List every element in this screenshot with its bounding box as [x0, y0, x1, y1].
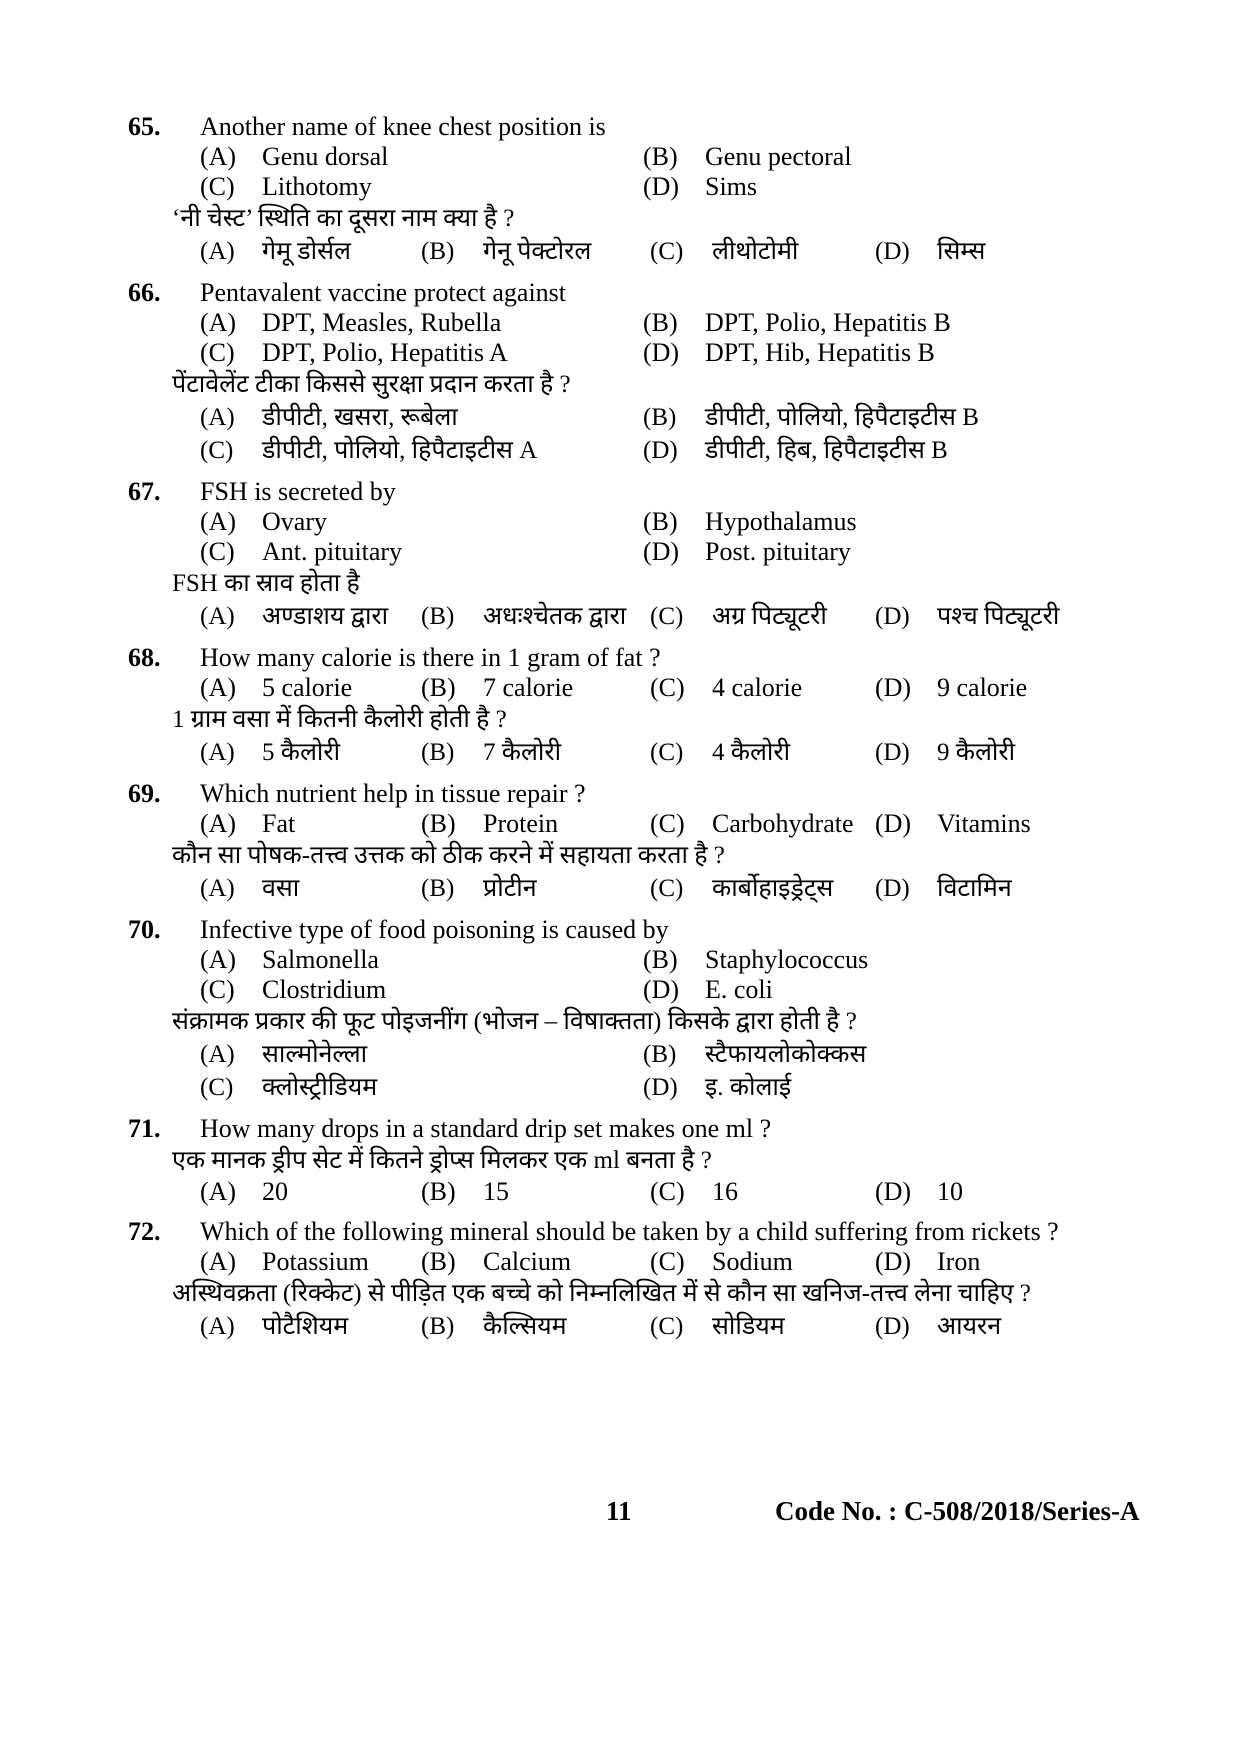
option — [421, 872, 650, 905]
question-text-hi: एक मानक ड्रीप सेट में कितने ड्रोप्स मिलकर एक ml बनता है ? — [172, 1147, 712, 1174]
options-row-hi — [0, 1310, 1241, 1343]
option — [650, 600, 875, 633]
option — [643, 975, 773, 1005]
option — [200, 673, 421, 703]
option-text: Ovary — [262, 507, 327, 536]
question-68 — [0, 643, 1241, 769]
option — [200, 172, 643, 202]
question-number: 70. — [128, 915, 161, 944]
question-line — [0, 779, 1241, 809]
option — [650, 809, 875, 839]
question-number: 66. — [128, 278, 161, 307]
option — [643, 945, 868, 975]
question-number: 65. — [128, 112, 161, 141]
option-label: (B) — [421, 238, 455, 265]
option-label: (A) — [200, 142, 237, 171]
option — [200, 600, 421, 633]
option — [200, 401, 643, 434]
option-text: 5 कैलोरी — [262, 739, 341, 766]
option-text: 5 calorie — [262, 673, 353, 702]
option-text: 20 — [262, 1177, 288, 1206]
option — [200, 945, 643, 975]
option-label: (D) — [643, 338, 680, 367]
question-text-en: Another name of knee chest position is — [200, 112, 606, 141]
question-line — [0, 915, 1241, 945]
option — [421, 600, 650, 633]
question-text-hi: कौन सा पोषक-तत्त्व उत्तक को ठीक करने में सहायता करता है ? — [172, 842, 725, 869]
option — [643, 537, 851, 567]
options-row-en — [0, 975, 1241, 1005]
question-line — [0, 1217, 1241, 1247]
option-text: Fat — [262, 809, 296, 838]
option — [200, 507, 643, 537]
option-label: (D) — [643, 437, 678, 464]
options-row-hi — [0, 872, 1241, 905]
option-label: (D) — [643, 975, 680, 1004]
option-text: साल्मोनेल्ला — [262, 1041, 368, 1068]
option — [650, 736, 875, 769]
question-line — [0, 477, 1241, 507]
question-text-en: Infective type of food poisoning is caused by — [200, 915, 669, 944]
option-label: (C) — [650, 1247, 685, 1276]
option-label: (B) — [421, 673, 456, 702]
option-text: Genu dorsal — [262, 142, 389, 171]
option-text: Staphylococcus — [705, 945, 869, 974]
question-71 — [0, 1114, 1241, 1207]
option — [200, 975, 643, 1005]
option-text: पश्च पिट्यूटरी — [937, 603, 1060, 630]
options-row-hi — [0, 401, 1241, 434]
option — [650, 872, 875, 905]
option-label: (B) — [643, 308, 678, 337]
option-text: Post. pituitary — [705, 537, 851, 566]
option — [421, 809, 650, 839]
question-70 — [0, 915, 1241, 1104]
option-label: (C) — [650, 673, 685, 702]
question-number: 72. — [128, 1217, 161, 1246]
option-text: विटामिन — [937, 875, 1012, 902]
option-label: (C) — [650, 809, 685, 838]
option-label: (A) — [200, 507, 237, 536]
question-text-en: Which of the following mineral should be taken by a child suffering from rickets ? — [200, 1217, 1059, 1246]
option — [421, 673, 650, 703]
option-text: गेमू डोर्सल — [262, 238, 351, 265]
option-text: Salmonella — [262, 945, 379, 974]
options-row-en — [0, 1177, 1241, 1207]
option-label: (B) — [421, 809, 456, 838]
option-label: (A) — [200, 809, 237, 838]
option-text: Calcium — [483, 1247, 572, 1276]
options-row-en — [0, 673, 1241, 703]
option — [643, 172, 757, 202]
option-text: Sims — [705, 172, 758, 201]
question-66 — [0, 278, 1241, 467]
option-label: (C) — [650, 875, 684, 902]
option-label: (C) — [650, 1313, 684, 1340]
question-text-en: How many drops in a standard drip set makes one ml ? — [200, 1114, 772, 1143]
question-65 — [0, 112, 1241, 268]
option-label: (D) — [875, 238, 910, 265]
option-text: 15 — [483, 1177, 509, 1206]
options-row-en — [0, 308, 1241, 338]
option-text: Potassium — [262, 1247, 369, 1276]
option-label: (D) — [875, 673, 912, 702]
option — [643, 1071, 791, 1104]
option — [421, 1177, 650, 1207]
question-67 — [0, 477, 1241, 633]
option-text: वसा — [262, 875, 300, 902]
page-number: 11 — [606, 1496, 632, 1526]
option-text: 4 कैलोरी — [712, 739, 791, 766]
option-text: आयरन — [937, 1313, 1002, 1340]
options-row-en — [0, 809, 1241, 839]
option — [875, 235, 985, 268]
options-row-en — [0, 537, 1241, 567]
option-label: (A) — [200, 739, 235, 766]
option-text: डीपीटी, हिब, हिपैटाइटीस B — [705, 437, 948, 464]
option — [643, 308, 951, 338]
option-text: Clostridium — [262, 975, 387, 1004]
option-label: (B) — [421, 875, 455, 902]
option-label: (C) — [200, 975, 235, 1004]
option-text: Hypothalamus — [705, 507, 857, 536]
option-label: (A) — [200, 875, 235, 902]
option-label: (C) — [200, 172, 235, 201]
question-line — [0, 1114, 1241, 1144]
option — [875, 1247, 980, 1277]
option-text: Sodium — [712, 1247, 793, 1276]
option-label: (A) — [200, 238, 235, 265]
option — [643, 338, 935, 368]
question-number: 71. — [128, 1114, 161, 1143]
option-label: (B) — [421, 1313, 455, 1340]
question-line — [0, 643, 1241, 673]
option-label: (A) — [200, 1313, 235, 1340]
option-text: 9 कैलोरी — [937, 739, 1016, 766]
question-text-hi: संक्रामक प्रकार की फूट पोइजनींग (भोजन – विषाक्तता) किसके द्वारा होती है ? — [172, 1008, 857, 1035]
option-label: (C) — [650, 739, 684, 766]
option-label: (B) — [421, 739, 455, 766]
question-text-hi: FSH का स्राव होता है — [172, 570, 360, 597]
option-label: (C) — [200, 437, 234, 464]
options-row-en — [0, 1247, 1241, 1277]
option — [200, 142, 643, 172]
option — [200, 434, 643, 467]
option-label: (C) — [650, 238, 684, 265]
option-text: DPT, Polio, Hepatitis A — [262, 338, 508, 367]
option — [650, 1177, 875, 1207]
option-text: 9 calorie — [937, 673, 1028, 702]
option-label: (B) — [643, 404, 677, 431]
option-label: (D) — [875, 1247, 912, 1276]
option — [643, 142, 852, 172]
option-label: (A) — [200, 1247, 237, 1276]
option-text: Carbohydrate — [712, 809, 854, 838]
question-72 — [0, 1217, 1241, 1343]
questions-area — [0, 112, 1241, 1353]
question-number: 69. — [128, 779, 161, 808]
options-row-en — [0, 945, 1241, 975]
question-text-en: FSH is secreted by — [200, 477, 396, 506]
option-text: स्टैफायलोकोक्कस — [705, 1041, 867, 1068]
options-row-en — [0, 172, 1241, 202]
option-label: (A) — [200, 1041, 235, 1068]
option-text: DPT, Measles, Rubella — [262, 308, 502, 337]
option — [421, 235, 650, 268]
options-row-en — [0, 338, 1241, 368]
option-label: (B) — [421, 1247, 456, 1276]
question-line — [0, 278, 1241, 308]
option-label: (D) — [875, 809, 912, 838]
option-text: 16 — [712, 1177, 738, 1206]
option-text: 4 calorie — [712, 673, 803, 702]
option-label: (A) — [200, 404, 235, 431]
option-label: (D) — [875, 739, 910, 766]
option — [643, 434, 948, 467]
option-text: Ant. pituitary — [262, 537, 403, 566]
option — [200, 736, 421, 769]
option-text: Iron — [937, 1247, 981, 1276]
option — [421, 736, 650, 769]
option-label: (B) — [421, 603, 455, 630]
option-label: (B) — [421, 1177, 456, 1206]
option-text: DPT, Polio, Hepatitis B — [705, 308, 951, 337]
option — [643, 507, 857, 537]
options-row-hi — [0, 235, 1241, 268]
option-label: (B) — [643, 142, 678, 171]
question-text-en: Which nutrient help in tissue repair ? — [200, 779, 586, 808]
option — [650, 1247, 875, 1277]
option-text: सिम्स — [937, 238, 986, 265]
option-text: 7 calorie — [483, 673, 574, 702]
question-text-hi: ‘नी चेस्ट’ स्थिति का दूसरा नाम क्या है ? — [172, 205, 515, 232]
question-69 — [0, 779, 1241, 905]
option-text: अण्डाशय द्वारा — [262, 603, 389, 630]
option — [200, 809, 421, 839]
option — [200, 1310, 421, 1343]
option — [200, 1071, 643, 1104]
code-number: Code No. : C-508/2018/Series-A — [775, 1496, 1140, 1526]
option — [650, 1310, 875, 1343]
option — [650, 235, 875, 268]
option-label: (D) — [875, 603, 910, 630]
question-number: 67. — [128, 477, 161, 506]
option-label: (D) — [643, 537, 680, 566]
option-text: 10 — [937, 1177, 963, 1206]
question-text-en: Pentavalent vaccine protect against — [200, 278, 567, 307]
option — [875, 1310, 1001, 1343]
option — [875, 872, 1012, 905]
option-label: (A) — [200, 603, 235, 630]
option — [650, 673, 875, 703]
options-row-hi — [0, 1038, 1241, 1071]
option-label: (A) — [200, 673, 237, 702]
option — [200, 537, 643, 567]
options-row-hi — [0, 736, 1241, 769]
options-row-en — [0, 142, 1241, 172]
options-row-hi — [0, 1071, 1241, 1104]
option-text: Genu pectoral — [705, 142, 852, 171]
option-text: इ. कोलाई — [705, 1074, 792, 1101]
option-label: (A) — [200, 1177, 237, 1206]
option-text: डीपीटी, खसरा, रूबेला — [262, 404, 458, 431]
option — [200, 872, 421, 905]
option — [200, 338, 643, 368]
option-text: अधःश्चेतक द्वारा — [483, 603, 627, 630]
option-text: E. coli — [705, 975, 773, 1004]
option-text: गेनू पेक्टोरल — [483, 238, 592, 265]
option-label: (B) — [643, 507, 678, 536]
option — [875, 600, 1059, 633]
option-text: Vitamins — [937, 809, 1031, 838]
option-text: कार्बोहाइड्रेट्स — [712, 875, 834, 902]
option-text: कैल्सियम — [483, 1313, 567, 1340]
option-label: (B) — [643, 1041, 677, 1068]
option-text: डीपीटी, पोलियो, हिपैटाइटीस A — [262, 437, 538, 464]
option-label: (D) — [643, 1074, 678, 1101]
option-text: पोटैशियम — [262, 1313, 349, 1340]
option-label: (D) — [643, 172, 680, 201]
option — [200, 1247, 421, 1277]
option — [200, 1177, 421, 1207]
option — [875, 1177, 963, 1207]
option-text: क्लोस्ट्रीडियम — [262, 1074, 378, 1101]
option-text: DPT, Hib, Hepatitis B — [705, 338, 935, 367]
option — [875, 673, 1027, 703]
option-label: (C) — [650, 1177, 685, 1206]
option-label: (D) — [875, 1177, 912, 1206]
option-label: (C) — [200, 1074, 234, 1101]
option — [643, 401, 979, 434]
option-label: (D) — [875, 875, 910, 902]
options-row-hi — [0, 600, 1241, 633]
option-text: Lithotomy — [262, 172, 372, 201]
option-label: (B) — [643, 945, 678, 974]
option-label: (A) — [200, 945, 237, 974]
option-label: (D) — [875, 1313, 910, 1340]
question-line — [0, 112, 1241, 142]
options-row-en — [0, 507, 1241, 537]
option-label: (C) — [200, 537, 235, 566]
option-text: डीपीटी, पोलियो, हिपैटाइटीस B — [705, 404, 979, 431]
question-text-hi: अस्थिवक्रता (रिक्केट) से पीड़ित एक बच्चे को निम्नलिखित में से कौन सा खनिज-तत्त्व लेना चाहिए ? — [172, 1280, 1031, 1307]
options-row-hi — [0, 434, 1241, 467]
option-text: 7 कैलोरी — [483, 739, 562, 766]
question-text-hi: पेंटावेलेंट टीका किससे सुरक्षा प्रदान करता है ? — [172, 371, 571, 398]
option-text: Protein — [483, 809, 559, 838]
question-number: 68. — [128, 643, 161, 672]
option-label: (C) — [650, 603, 684, 630]
option — [421, 1310, 650, 1343]
option — [875, 736, 1015, 769]
option-label: (C) — [200, 338, 235, 367]
option-text: प्रोटीन — [483, 875, 537, 902]
option — [200, 235, 421, 268]
option — [875, 809, 1031, 839]
option — [200, 1038, 643, 1071]
question-text-en: How many calorie is there in 1 gram of fat ? — [200, 643, 661, 672]
option — [200, 308, 643, 338]
option-text: लीथोटोमी — [712, 238, 799, 265]
option — [643, 1038, 866, 1071]
question-text-hi: 1 ग्राम वसा में कितनी कैलोरी होती है ? — [172, 706, 507, 733]
option-label: (A) — [200, 308, 237, 337]
option — [421, 1247, 650, 1277]
option-text: अग्र पिट्यूटरी — [712, 603, 827, 630]
option-text: सोडियम — [712, 1313, 785, 1340]
